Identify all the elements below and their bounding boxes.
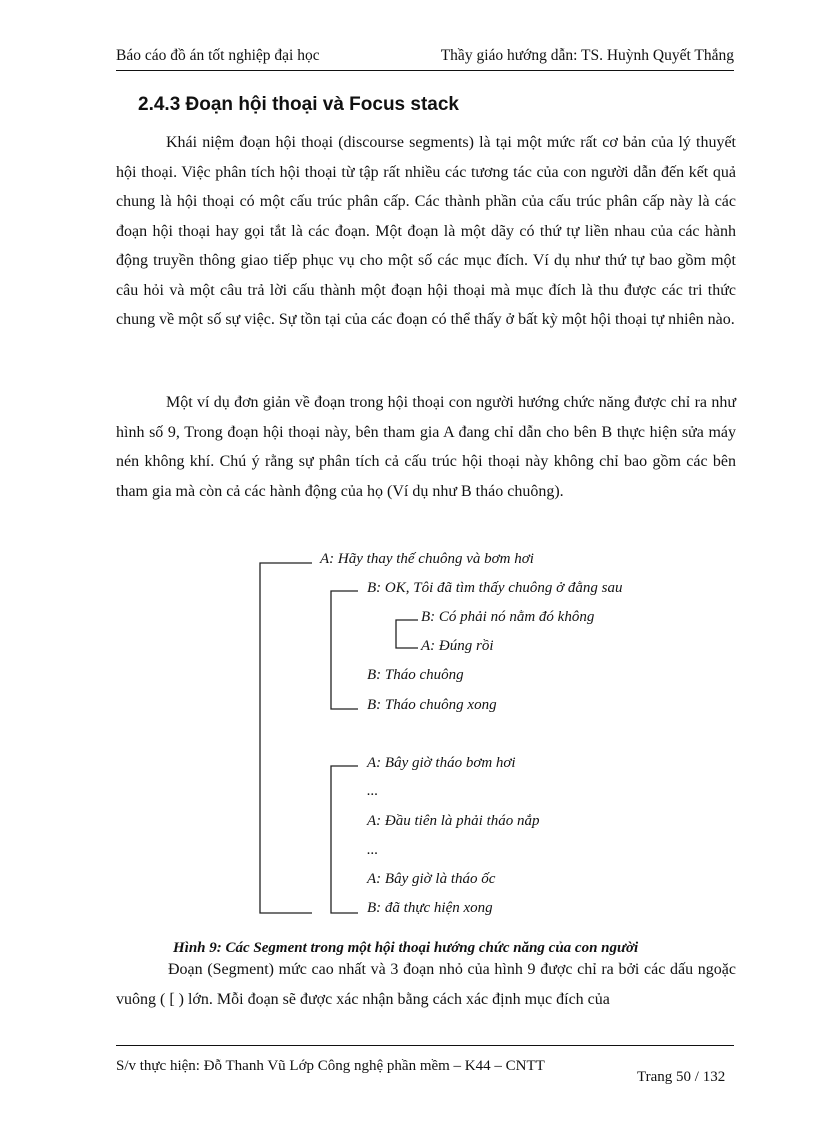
page-number: Trang 50 / 132 — [637, 1069, 726, 1085]
footer-author: S/v thực hiện: Đỗ Thanh Vũ Lớp Công nghệ phần mềm – K44 – CNTT — [116, 1058, 545, 1074]
footer-rule — [116, 1045, 734, 1046]
dialogue-line: B: OK, Tôi đã tìm thấy chuông ở đằng sau — [367, 580, 623, 596]
header-supervisor: Thầy giáo hướng dẫn: TS. Huỳnh Quyết Thắng — [440, 47, 734, 64]
figure-caption: Hình 9: Các Segment trong một hội thoại hướng chức năng của con người — [173, 940, 639, 956]
paragraph-1: Khái niệm đoạn hội thoại (discourse segments) là tại một mức rất cơ bản của lý thuyết hội thoại. Việc phân tích hội thoại từ tập rất nhiều các tương tác của con người dẫn đến kết quả chung là hội thoại có một cấu trúc phân cấp. Các thành phần của cấu trúc phân cấp này là các đoạn hội thoại hay gọi tắt là các đoạn. Một đoạn là một dãy có thứ tự liền nhau của các hành động truyền thông giao tiếp phục vụ cho một số các mục đích. Ví dụ như thứ tự bao gồm một câu hỏi và một câu trả lời cấu thành một đoạn hội thoại mà mục đích là thu được các tri thức chung về một số sự việc. Sự tồn tại của các đoạn có thể thấy ở bất kỳ một hội thoại tự nhiên nào. — [116, 134, 736, 328]
dialogue-line: A: Hãy thay thế chuông và bơm hơi — [320, 551, 534, 567]
bracket-top-level — [260, 563, 312, 913]
bracket-segment-1a — [396, 620, 418, 648]
section-heading: 2.4.3 Đoạn hội thoại và Focus stack — [138, 94, 459, 115]
dialogue-line: B: Có phải nó nằm đó không — [421, 609, 595, 625]
dialogue-line: A: Đầu tiên là phải tháo nắp — [367, 813, 540, 829]
dialogue-line: A: Bây giờ là tháo ốc — [367, 871, 496, 887]
header-report-title: Báo cáo đồ án tốt nghiệp đại học — [116, 47, 320, 64]
dialogue-line: A: Bây giờ tháo bơm hơi — [367, 755, 516, 771]
dialogue-ellipsis: ... — [367, 783, 379, 799]
header-rule — [116, 70, 734, 71]
dialogue-ellipsis: ... — [367, 842, 379, 858]
paragraph-3: Đoạn (Segment) mức cao nhất và 3 đoạn nhỏ của hình 9 được chỉ ra bởi các dấu ngoặc vuông ( [ ) lớn. Mỗi đoạn sẽ được xác nhận bằng cách xác định mục đích của — [116, 961, 736, 1008]
paragraph-2: Một ví dụ đơn giản về đoạn trong hội thoại con người hướng chức năng được chỉ ra như hình số 9, Trong đoạn hội thoại này, bên tham gia A đang chỉ dẫn cho bên B thực hiện sửa máy nén không khí. Chú ý rằng sự phân tích cả cấu trúc hội thoại này không chỉ bao gồm các bên tham gia mà còn cả các hành động của họ (Ví dụ như B tháo chuông). — [116, 394, 736, 500]
dialogue-line: A: Đúng rồi — [421, 638, 494, 654]
dialogue-line: B: đã thực hiện xong — [367, 900, 493, 916]
bracket-segment-2 — [331, 766, 358, 913]
page-header — [116, 47, 734, 69]
bracket-segment-1 — [331, 591, 358, 709]
dialogue-line: B: Tháo chuông xong — [367, 697, 497, 713]
dialogue-line: B: Tháo chuông — [367, 667, 464, 683]
